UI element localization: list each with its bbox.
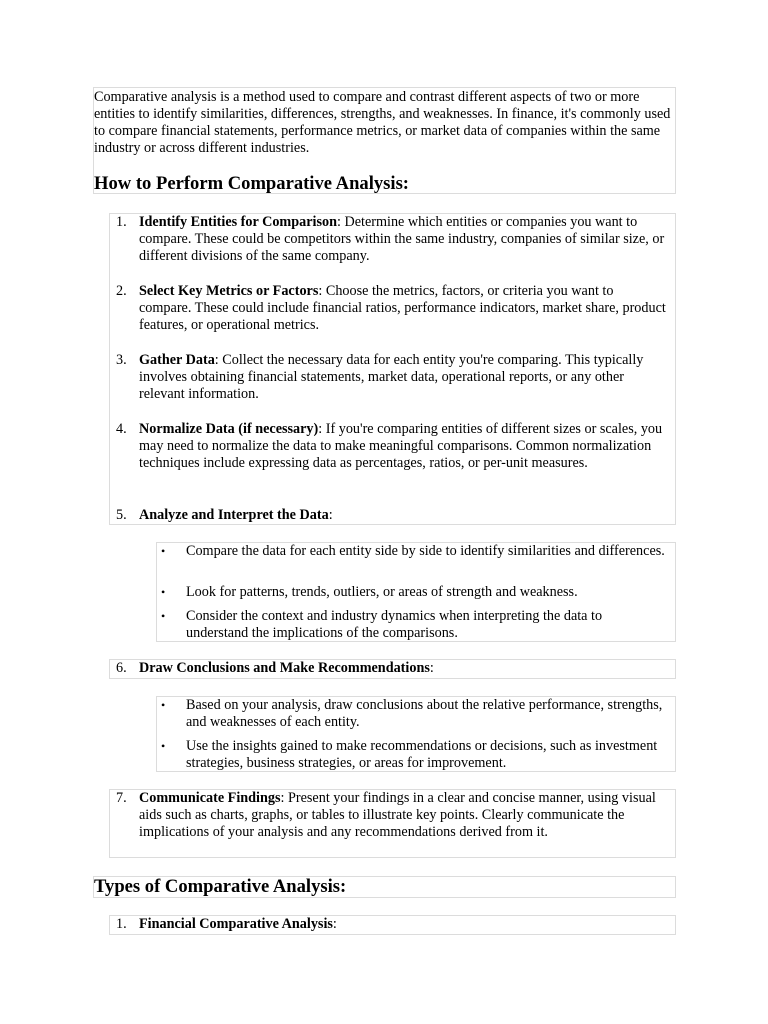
list-number: 1. — [116, 214, 127, 230]
item-title: Gather Data — [139, 352, 215, 368]
step5-bullet-list — [156, 542, 676, 642]
steps-list-1-5 — [109, 213, 676, 525]
bullet-text: Consider the context and industry dynamics when interpreting the data to understand the implications of the comparisons. — [186, 608, 603, 641]
item-body: : Determine which entities or companies you want to compare. These could be competitors within the same industry, companies of similar size, or different divisions of the same company. — [139, 214, 665, 264]
list-number: 4. — [116, 421, 127, 437]
list-number: 3. — [116, 352, 127, 368]
step7-list — [109, 789, 676, 858]
bullet-icon: • — [161, 585, 166, 599]
intro-paragraph: Comparative analysis is a method used to compare and contrast different aspects of two or more entities to identify similarities, differences, strengths, and weaknesses. In finance, it's commonly used to compare financial statements, performance metrics, or market data of companies within the same industry or across different industries. — [94, 89, 671, 156]
list-number: 1. — [116, 916, 127, 932]
list-number: 7. — [116, 790, 127, 806]
list-item-text — [139, 214, 667, 265]
section-heading-how-to: How to Perform Comparative Analysis: — [94, 173, 410, 194]
item-body: : — [332, 916, 337, 932]
list-item-text — [139, 283, 667, 334]
list-item-text — [139, 507, 667, 524]
bullet-icon: • — [161, 544, 166, 558]
list-item-text — [139, 421, 667, 472]
section-heading-types-block — [93, 876, 676, 898]
list-item-text — [139, 790, 667, 841]
bullet-text: Compare the data for each entity side by side to identify similarities and differences. — [186, 543, 665, 559]
step6-list — [109, 659, 676, 679]
list-item-text — [139, 660, 667, 677]
bullet-text: Use the insights gained to make recommendations or decisions, such as investment strategies, business strategies, or areas for improvement. — [186, 738, 658, 771]
list-item-text — [139, 916, 667, 933]
bullet-text: Look for patterns, trends, outliers, or areas of strength and weakness. — [186, 584, 578, 600]
item-body: : Choose the metrics, factors, or criteria you want to compare. These could include financial ratios, performance indicators, market share, product features, or operational metrics. — [139, 283, 666, 333]
types-list — [109, 915, 676, 935]
item-title: Financial Comparative Analysis — [139, 916, 333, 932]
section-heading-types: Types of Comparative Analysis: — [94, 876, 347, 897]
item-title: Analyze and Interpret the Data — [139, 507, 329, 523]
list-number: 6. — [116, 660, 127, 676]
item-body: : Present your findings in a clear and concise manner, using visual aids such as charts, graphs, or tables to illustrate key points. Clearly communicate the implications of your analysis and any recommendations derived from it. — [139, 790, 656, 840]
list-number: 2. — [116, 283, 127, 299]
item-body: : — [328, 507, 333, 523]
item-body: : — [429, 660, 434, 676]
step6-bullet-list — [156, 696, 676, 772]
bullet-icon: • — [161, 609, 166, 623]
bullet-icon: • — [161, 739, 166, 753]
bullet-text: Based on your analysis, draw conclusions about the relative performance, strengths, and weaknesses of each entity. — [186, 697, 663, 730]
item-body: : Collect the necessary data for each entity you're comparing. This typically involves obtaining financial statements, market data, operational reports, or any other relevant information. — [139, 352, 644, 402]
item-title: Draw Conclusions and Make Recommendations — [139, 660, 430, 676]
item-title: Identify Entities for Comparison — [139, 214, 337, 230]
item-body: : If you're comparing entities of different sizes or scales, you may need to normalize the data to make meaningful comparisons. Common normalization techniques include expressing data as percentages, ratios, or per-unit measures. — [139, 421, 663, 471]
list-item-text — [139, 352, 667, 403]
intro-block — [93, 87, 676, 194]
item-title: Normalize Data (if necessary) — [139, 421, 319, 437]
list-number: 5. — [116, 507, 127, 523]
item-title: Communicate Findings — [139, 790, 281, 806]
bullet-icon: • — [161, 698, 166, 712]
item-title: Select Key Metrics or Factors — [139, 283, 319, 299]
